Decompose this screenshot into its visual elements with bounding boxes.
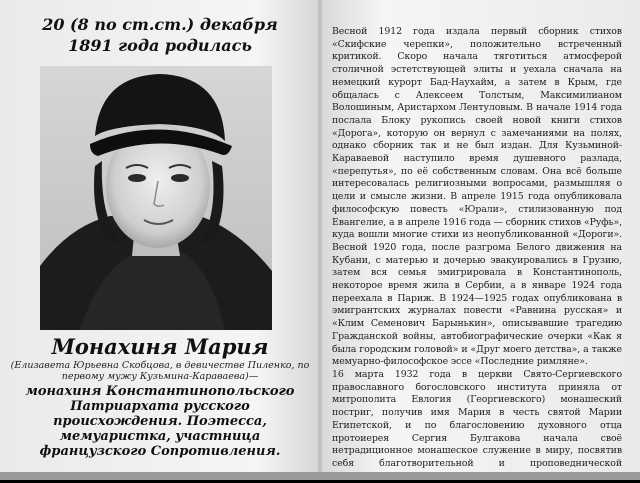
left-page	[0, 0, 320, 472]
portrait-image	[40, 66, 272, 330]
birth-date-line-2: 1891 года родилась	[68, 36, 252, 55]
book-edge	[0, 472, 640, 480]
birth-date-line-1: 20 (8 по ст.ст.) декабря	[42, 15, 278, 34]
biography-text: Весной 1912 года издала первый сборник стихов «Скифские черепки», положительно встреченный критикой. Скоро начала тяготиться атмосферой столичной эстетствующей элиты и уехала сначала на немецкий курорт Бад-Наухайм, а затем в Крым, где общалась с Алексеем Толстым, Максимилианом Волошиным, Аристархом Лентуловым. В начале 1914 года послала Блоку рукопись своей новой книги стихов «Дорога», которую он вернул с замечаниями на полях, однако сборник так и не был издан. Для Кузьминой-Караваевой наступило время душевного разлада, «перепутья», по её собственным словам. Она всё больше интересовалась религиозными вопросами, размышляя о цели и смысле жизни. В апреле 1915 года опубликовала философскую повесть «Юрали», стилизованную под Евангелие, а в апреле 1916 года — сборник стихов «Руфь», куда вошли многие стихи из неопубликованной «Дороги». Весной 1920 года, после разгрома Белого движения на Кубани, с матерью и дочерью эвакуировались в Грузию, затем вся семья эмигрировала в Константинополь, некоторое время жила в Сербии, а в январе 1924 года переехала в Париж. В 1924—1925 годах опубликована в эмигрантских журналах повести «Равнина русская» и «Клим Семенович Барынькин», описывавшие трагедию Гражданской войны, автобиографические очерки «Как я была городским головой» и «Друг моего детства», а также мемуарно-философское эссе «Последние римляне». 16 марта 1932 года в церкви Свято-Сергиевского православного богословского института приняла от митрополита Евлогия (Георгиевского) монашеский постриг, получив имя Мария в честь святой Марии Египетской, и по благословению духовного отца протоиерея Сергия Булгакова начала своё нетрадиционное монашеское служение в миру, посвятив себя благотворительной и проповеднической	[332, 26, 622, 469]
caption-description: монахиня Константинопольского Патриархата русского происхождения. Поэтесса, мемуаристка, участница французского Сопротивления.	[25, 384, 295, 459]
portrait-photo	[40, 66, 272, 330]
caption-title: Монахиня Мария	[51, 334, 269, 359]
caption-subtitle: (Елизавета Юрьевна Скобцова, в девичестве Пиленко, по первому мужу Кузьмина-Караваева)—	[10, 360, 310, 382]
